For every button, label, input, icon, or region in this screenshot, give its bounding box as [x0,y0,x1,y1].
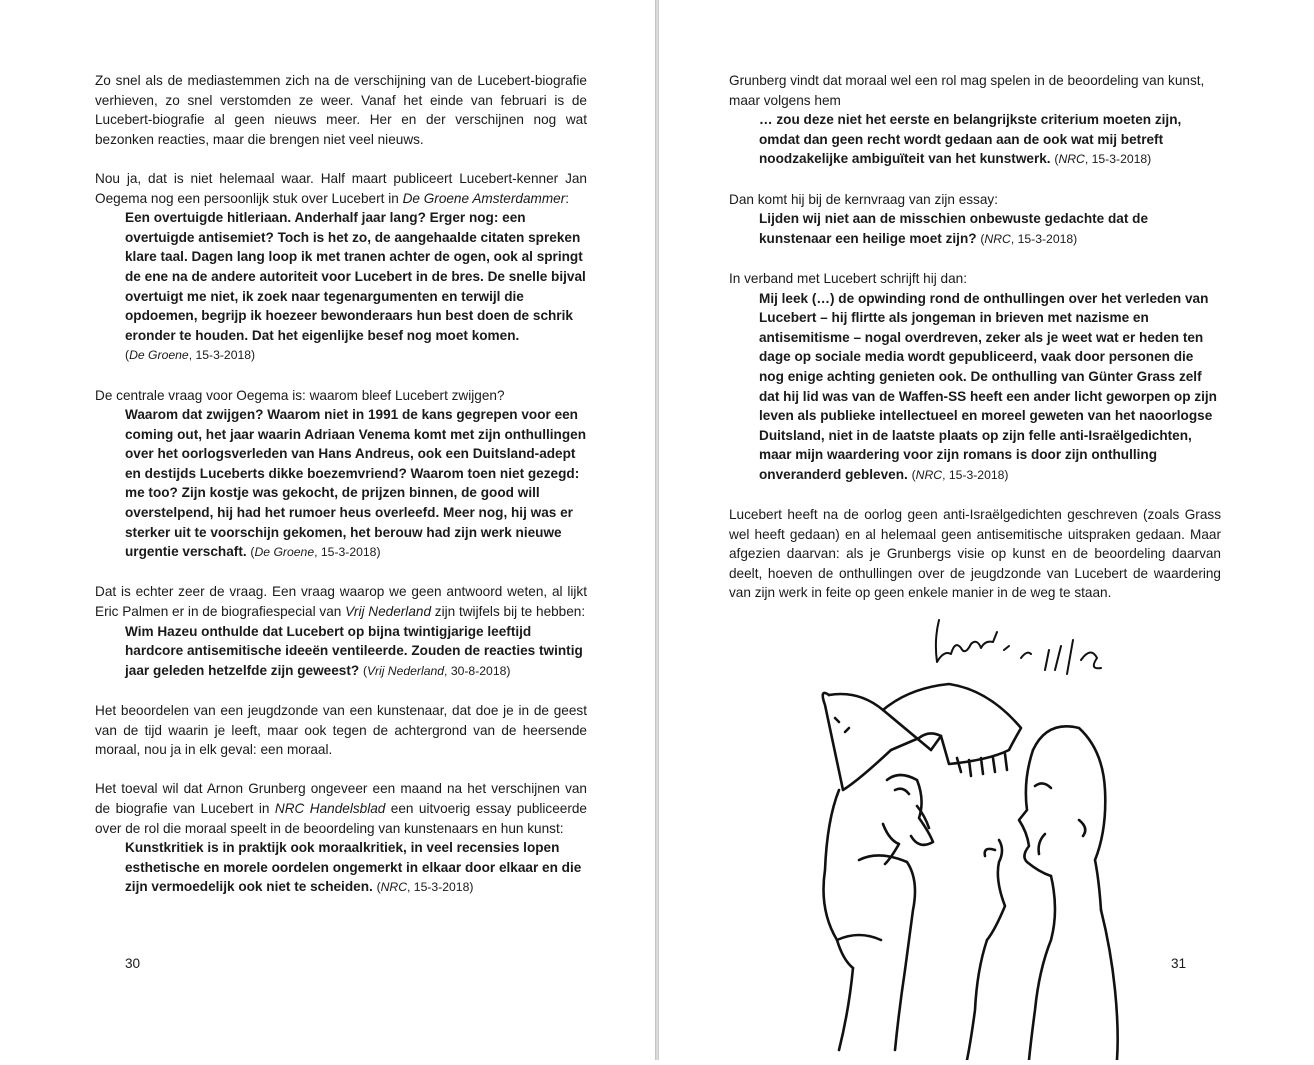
paragraph: Grunberg vindt dat moraal wel een rol mag spelen in de beoordeling van kunst, maar volgens hem [729,73,1205,108]
source-title: Vrij Nederland [367,663,445,678]
paragraph: Het beoordelen van een jeugdzonde van een kunstenaar, dat doe je in de geest van de tijd waarin je leeft, maar ook tegen de achtergrond van de heersende moraal, nou ja in elk geval: een moraal. [95,703,587,758]
quote-text: Wim Hazeu onthulde dat Lucebert op bijna twintigjarige leeftijd hardcore antisemitische ideeën ventileerde. Zouden de reacties twintig jaar geleden hetzelfde zijn geweest? [125,623,583,678]
paragraph: Lucebert heeft na de oorlog geen anti-Israëlgedichten geschreven (zoals Grass wel heeft gedaan) en al helemaal geen antisemitische uitspraken gedaan. Maar afgezien daarvan: als je Grunbergs visie op kunst en de beoordeling daarvan deelt, hoeven de onthullingen over de jeugdzonde van Lucebert de waardering van zijn werk in feite op geen enkele manier in de weg te staan. [729,507,1221,601]
paragraph: In verband met Lucebert schrijft hij dan: [729,270,968,286]
block-quote [125,622,587,682]
source-title: NRC [380,880,408,895]
paragraph [95,779,587,838]
quote-source: (De Groene, 15-3-2018) [250,545,381,560]
quote-text: Mij leek (…) de opwinding rond de onthullingen over het verleden van Lucebert – hij flirtte als jongeman in brieven met nazisme en antisemitisme – nogal overdreven, zeker als je weet wat er heden ten dage op sociale media wordt gepubliceerd, vaak door personen die nog enige achting genieten ook. De onthulling van Günter Grass zelf dat hij lid was van de Waffen-SS heeft een ander licht geworpen op zijn leven als publieke intellectueel en moreel geweten van het naoorlogse Duitsland, niet in de laatste plaats op zijn felle anti-Israëlgedichten, maar mijn waardering voor zijn romans is door zijn onthulling onveranderd gebleven. [759,290,1217,482]
block-quote [125,838,587,898]
quote-source: (De Groene, 15-3-2018) [125,348,256,363]
paragraph-text: zijn twijfels bij te hebben: [431,604,586,620]
source-title: NRC [1058,152,1085,167]
paragraph-text: Dat is echter zeer de vraag. Een vraag waarop we geen antwoord weten, al lijkt Eric Palmen er in de biografiespecial van [95,584,587,620]
right-page [659,0,1314,1060]
paragraph: De centrale vraag voor Oegema is: waarom bleef Lucebert zwijgen? [95,387,505,403]
quote-text: Waarom dat zwijgen? Waarom niet in 1991 de kans gegrepen voor een coming out, het jaar waarin Adriaan Venema komt met zijn onthullingen over het oorlogsverleden van Hans Andreus, ook een Duitsland-adept en destijds Luceberts dikke boezemvriend? Waarom toen niet gezegd: me too? Zijn kostje was gekocht, de prijzen binnen, de good will overstelpend, hij had het rumoer heus overleefd. Meer nog, hij was er sterker uit te voorschijn gekomen, het berouw had zijn werk nieuwe urgentie verschaft. [125,407,586,560]
page-number: 31 [1171,956,1187,971]
source-title: De Groene [129,348,189,363]
publication-title: Vrij Nederland [345,604,431,620]
paragraph-text: : [565,190,570,206]
page-number: 30 [125,956,141,971]
paragraph-text: Nou ja, dat is niet helemaal waar. Half maart publiceert Lucebert-kenner Jan Oegema nog een persoonlijk stuk over Lucebert in [95,170,587,206]
source-title: NRC [915,467,943,482]
block-quote [759,110,1221,170]
source-date: , 15-3-2018) [1010,231,1078,246]
quote-text: … zou deze niet het eerste en belangrijkste criterium moeten zijn, omdat dan geen recht wordt gedaan aan de ook wat mij betreft noodzakelijke ambiguïteit van het kunstwerk. [759,112,1182,167]
paragraph: Zo snel als de mediastemmen zich na de verschijning van de Lucebert-biografie verhieven, zo snel verstomden ze weer. Vanaf het einde van februari is de Lucebert-biografie al geen nieuws meer. Her en der verschijnen nog wat bezonken reacties, maar die brengen niet veel nieuws. [95,73,587,147]
lucebert-drawing [799,610,1129,1060]
figure-left [823,684,1021,1050]
quote-text: Lijden wij niet aan de misschien onbewuste gedachte dat de kunstenaar een heilige moet zijn? [759,211,1149,246]
source-date: , 15-3-2018) [1084,152,1152,167]
source-title: De Groene [254,545,315,560]
block-quote [125,208,587,366]
signature-scribble [936,620,1101,674]
quote-source: (NRC, 15-3-2018) [376,880,474,895]
quote-source: (NRC, 15-3-2018) [1054,152,1152,167]
block-quote [759,209,1221,249]
right-text-column [729,71,1221,623]
block-quote [759,289,1221,486]
quote-text: Kunstkritiek is in praktijk ook moraalkritiek, in veel recensies lopen esthetische en morele oordelen ongemerkt in elkaar door elkaar en die zijn vermoedelijk ook niet te scheiden. [125,840,582,895]
left-page [0,0,655,1060]
paragraph: Dan komt hij bij de kernvraag van zijn essay: [729,191,998,207]
quote-source: (Vrij Nederland, 30-8-2018) [362,663,511,678]
publication-title: De Groene Amsterdammer [402,190,566,206]
paragraph-text: een uitvoerig essay publiceerde over de rol die moraal speelt in de beoordeling van kunstenaars en hun kunst: [95,800,587,836]
source-date: , 30-8-2018) [444,663,511,678]
paragraph [95,582,587,621]
figure-right [967,726,1118,1060]
paragraph [95,169,587,208]
quote-source: (NRC, 15-3-2018) [980,231,1078,246]
block-quote [125,405,587,563]
publication-title: NRC Handelsblad [274,800,386,816]
quote-text: Een overtuigde hitleriaan. Anderhalf jaar lang? Erger nog: een overtuigde antisemiet? Toch is het zo, de aangehaalde citaten spreken klare taal. Dagen lang loop ik met tranen achter de ogen, ook al springt de ene na de andere autoriteit voor Lucebert in de bres. De snelle bijval overtuigt me niet, ik zoek naar tegenargumenten en terwijl die opdoemen, begrijp ik hoezeer bewonderaars hun best doen de schrik eronder te houden. Dat het eigenlijke besef nog moet komen. [125,210,586,343]
paragraph-text: Het toeval wil dat Arnon Grunberg ongeveer een maand na het verschijnen van de biografie van Lucebert in [95,781,587,816]
left-text-column [95,71,587,918]
source-date: , 15-3-2018) [407,880,474,895]
source-date: , 15-3-2018) [942,467,1009,482]
source-title: NRC [984,231,1011,246]
source-date: , 15-3-2018) [314,545,381,560]
quote-source: (NRC, 15-3-2018) [911,467,1009,482]
source-date: , 15-3-2018) [188,348,256,363]
